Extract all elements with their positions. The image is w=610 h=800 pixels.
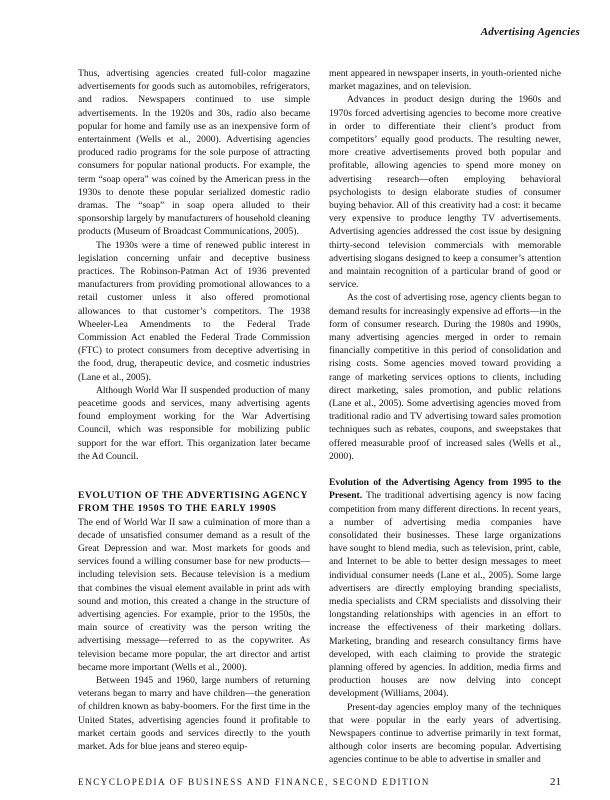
runin-paragraph-text: The traditional advertising agency is now facing competition from many different directions. In recent years, a number of advertising media companies have consolidated their businesses. These large organizations have sought to blend media, such as television, print, cable, and Internet to be able to better design messages to meet individual consumer needs (Lane et al., 2005). Some large advertisers are directly employing branding specialists, media specialists and CRM specialists and dissolving their longstanding relationships with agencies in an effort to increase the effectiveness of their marketing dollars. Marketing, branding and research consultancy firms have developed, with each claiming to provide the strategic planning offered by agencies. In addition, media firms and production houses are now delving into concept development (Williams, 2004). [329,490,561,700]
section-heading: EVOLUTION OF THE ADVERTISING AGENCY FROM THE 1950S TO THE EARLY 1990S [78,490,308,515]
paragraph: Thus, advertising agencies created full-color magazine advertisements for goods such as automobiles, refrigerators, and radios. Newspapers continued to use simple advertisements. In the 1920s and 30s, radio also became popular for home and family use as an inexpensive form of entertainment (Wells et al., 2000). Advertising agencies produced radio programs for the sole purpose of attracting consumers for popular national products. For example, the term “soap opera” was coined by the American press in the 1930s to denote these popular serialized domestic radio dramas. The “soap” in soap opera alluded to their sponsorship largely by manufacturers of household cleaning products (Museum of Broadcast Communications, 2005). [78,68,310,238]
paragraph: As the cost of advertising rose, agency clients began to demand results for increasingly expensive ad efforts—in the form of consumer research. During the 1980s and 1990s, many advertising agencies merged in order to remain financially competitive in this period of consolidation and rising costs. Some agencies moved toward providing a range of marketing services options to clients, including direct marketing, sales promotion, and public relations (Lane et al., 2005). Some advertising agencies moved from traditional radio and TV advertising toward sales promotion techniques such as rebates, coupons, and sweepstakes that offered measurable proof of increased sales (Wells et al., 2000). [329,292,561,462]
paragraph: The 1930s were a time of renewed public interest in legislation concerning unfair and deceptive business practices. The Robinson-Patman Act of 1936 prevented manufacturers from providing promotional allowances to a retail customer unless it also offered promotional allowances to that customer’s competitors. The 1938 Wheeler-Lea Amendments to the Federal Trade Commission Act enabled the Federal Trade Commission (FTC) to protect consumers from deceptive advertising in the food, drug, therapeutic device, and cosmetic industries (Lane et al., 2005). [78,239,310,383]
runin-heading: Evolution of the Advertising Agency from 1995 to the Present. [329,477,561,502]
publication-title: ENCYCLOPEDIA OF BUSINESS AND FINANCE, SECOND EDITION [78,777,430,787]
paragraph-with-runin-heading [329,476,561,700]
page-footer [78,776,561,788]
paragraph: ment appeared in newspaper inserts, in youth-oriented niche market magazines, and on television. [329,68,561,93]
left-column [78,67,310,753]
paragraph: Although World War II suspended production of many peacetime goods and services, many advertising agents found employment working for the War Advertising Council, which was responsible for mobilizing public support for the war effort. This organization later became the Ad Council. [78,384,310,462]
page-number: 21 [550,776,561,788]
paragraph: Present-day agencies employ many of the techniques that were popular in the early years of advertising. Newspapers continue to advertise primarily in text format, although color inserts are becoming popular. Advertising agencies continue to be able to advertise in smaller and [329,701,561,766]
right-column [329,67,561,767]
paragraph: The end of World War II saw a culmination of more than a decade of unsatisfied consumer demand as a result of the Great Depression and war. Most markets for goods and services found a willing consumer base for new products—including television sets. Because television is a medium that combines the visual element available in print ads with sound and motion, this created a change in the structure of advertising agencies. For example, prior to the 1950s, the main source of creativity was the person writing the advertising message—referred to as the copywriter. As television became more popular, the art director and artist became more important (Wells et al., 2000). [78,516,310,673]
paragraph: Advances in product design during the 1960s and 1970s forced advertising agencies to become more creative in order to differentiate their client’s product from competitors’ equally good products. The resulting newer, more creative advertisements proved both popular and profitable, allowing agencies to spend more money on advertising research—often employing behavioral psychologists to design elaborate studies of consumer buying behavior. All of this creativity had a cost: it became very expensive to produce lengthy TV advertisements. Advertising agencies addressed the cost issue by designing thirty-second television commercials with memorable advertising slogans designed to keep a consumer’s attention and maintain recognition of a particular brand of good or service. [329,94,561,291]
running-title: Advertising Agencies [480,26,580,38]
paragraph: Between 1945 and 1960, large numbers of returning veterans began to marry and have children—the generation of children known as baby-boomers. For the first time in the United States, advertising agencies found it profitable to market certain goods and services directly to the youth market. Ads for blue jeans and stereo equip- [78,674,310,752]
